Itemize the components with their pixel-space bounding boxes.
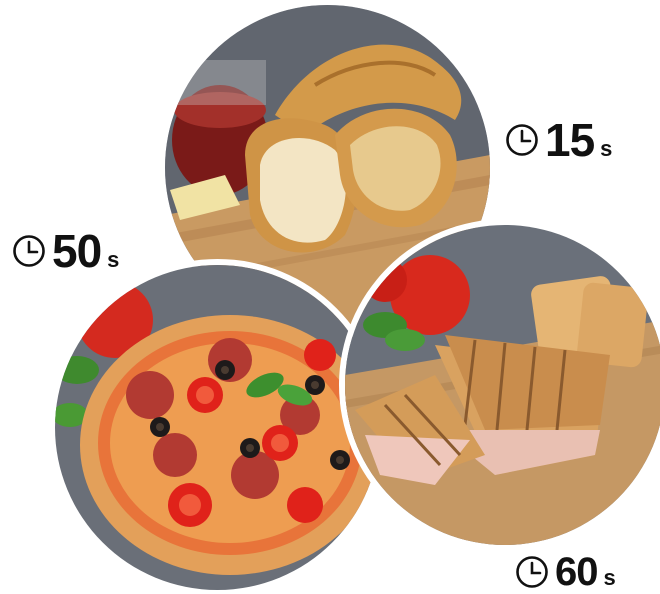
time-unit: s xyxy=(600,136,613,161)
time-value: 50 xyxy=(52,225,102,277)
pizza-photo xyxy=(55,265,380,590)
time-value: 60 xyxy=(555,550,598,594)
time-unit: s xyxy=(107,247,120,272)
time-label-pizza xyxy=(12,225,120,277)
time-unit: s xyxy=(603,565,616,590)
sandwich-photo xyxy=(345,225,660,545)
time-label-sandwich xyxy=(515,552,616,592)
clock-icon xyxy=(515,555,549,589)
time-value: 15 xyxy=(545,114,595,166)
clock-icon xyxy=(12,234,46,268)
time-label-croissant xyxy=(505,114,613,166)
clock-icon xyxy=(505,123,539,157)
